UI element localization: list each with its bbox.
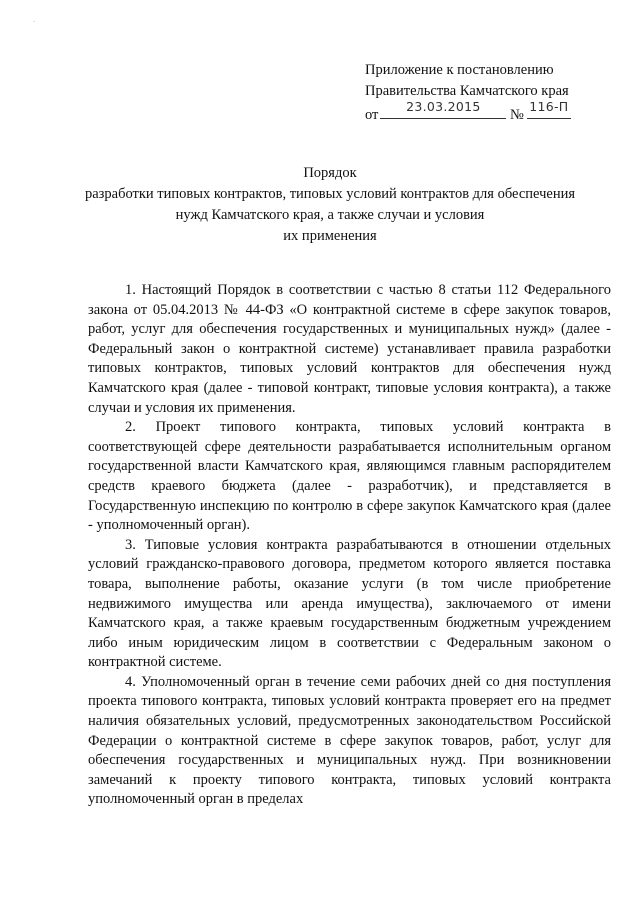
handwritten-date: 23.03.2015 (406, 99, 481, 114)
paragraph-2: 2. Проект типового контракта, типовых условий контракта в соответствующей сфере деятельности разрабатывается исполнительным органом государственной власти Камчатского края, являющимся главным распорядителем средств краевого бюджета (далее - разработчик), и представляется в Государственную инспекцию по контролю в сфере закупок Камчатского края (далее - уполномоченный орган). (88, 419, 611, 534)
appendix-line-2: Правительства Камчатского края (365, 83, 569, 99)
appendix-date-number-line (365, 99, 615, 126)
scan-mark: · (33, 18, 36, 26)
date-field (380, 99, 506, 119)
appendix-header (365, 60, 615, 126)
document-title (60, 163, 600, 247)
from-label: от (365, 107, 379, 123)
paragraph-1: 1. Настоящий Порядок в соответствии с частью 8 статьи 112 Федерального закона от 05.04.2013 № 44-ФЗ «О контрактной системе в сфере закупок товаров, работ, услуг для обеспечения государственных и муниципальных нужд» (далее - Федеральный закон о контрактной системе) устанавливает правила разработки типовых контрактов, типовых условий контрактов для обеспечения нужд Камчатского края (далее - типовой контракт, типовые условия контракта), а также случаи и условия их применения. (88, 282, 611, 416)
title-line-3: их применения (283, 228, 377, 244)
handwritten-number: 116-П (529, 99, 569, 114)
number-field (527, 99, 571, 119)
number-label: № (510, 107, 524, 123)
title-line-1: разработки типовых контрактов, типовых условий контрактов для обеспечения (84, 186, 576, 202)
title-line-2: нужд Камчатского края, а также случаи и условия (175, 207, 485, 223)
document-body (88, 281, 611, 810)
paragraph-4: 4. Уполномоченный орган в течение семи рабочих дней со дня поступления проекта типового контракта, типовых условий контракта проверяет его на предмет наличия обязательных условий, предусмотренных законодательством Российской Федерации о контрактной системе в сфере закупок товаров, работ, услуг для обеспечения государственных и муниципальных нужд. При возникновении замечаний к проекту типового контракта, типовых условий контракта уполномоченный орган в пределах (88, 673, 611, 808)
title-heading: Порядок (303, 165, 357, 181)
paragraph-3: 3. Типовые условия контракта разрабатываются в отношении отдельных условий гражданско-правового договора, предметом которого является поставка товара, выполнение работы, оказание услуги (в том числе приобретение недвижимого имущества или аренда имущества), заключаемого от имени Камчатского края, а также краевым государственным бюджетным учреждением либо иным юридическим лицом в соответствии с Федеральным законом о контрактной системе. (88, 536, 611, 671)
appendix-line-1: Приложение к постановлению (365, 62, 554, 78)
